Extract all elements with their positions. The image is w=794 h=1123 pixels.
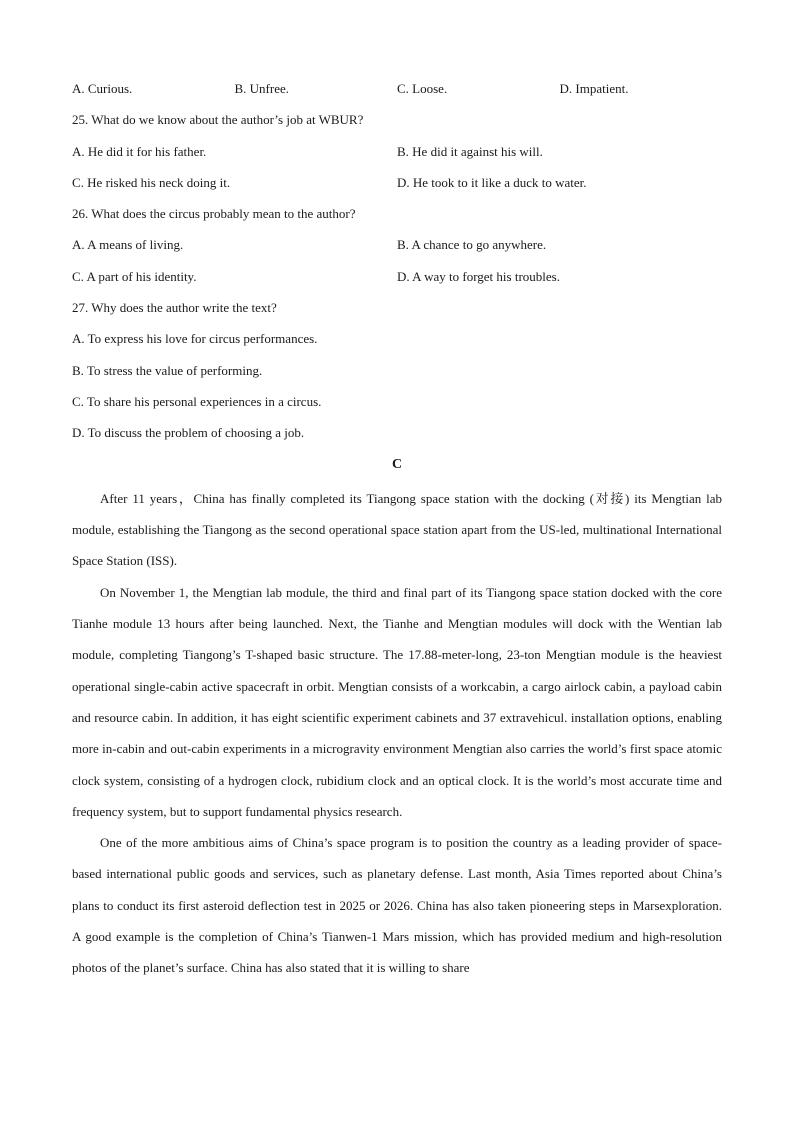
q25-option-d: D. He took to it like a duck to water.: [397, 174, 587, 190]
passage-paragraph-1: [72, 483, 722, 577]
q24-option-b: B. Unfree.: [234, 81, 290, 96]
q27-option-a: A. To express his love for circus performances.: [72, 331, 318, 347]
passage-paragraph-3: [72, 827, 722, 983]
q26-option-b: B. A chance to go anywhere.: [397, 237, 547, 253]
q26-options-row2: [72, 264, 722, 295]
q26-option-c: C. A part of his identity.: [72, 268, 197, 284]
q26-question: 26. What does the circus probably mean to the author?: [72, 206, 356, 222]
q25-option-b: B. He did it against his will.: [397, 143, 543, 159]
q26-option-a: A. A means of living.: [72, 237, 184, 253]
q24-option-d: D. Impatient.: [559, 81, 629, 96]
q25-option-c: C. He risked his neck doing it.: [72, 174, 231, 190]
passage-paragraph-2: [72, 577, 722, 827]
q27-question: 27. Why does the author write the text?: [72, 300, 277, 316]
q27-option-b: B. To stress the value of performing.: [72, 362, 263, 378]
q26-option-d: D. A way to forget his troubles.: [397, 268, 560, 284]
q27-option-d: D. To discuss the problem of choosing a job.: [72, 425, 305, 441]
q26-options-row1: [72, 232, 722, 263]
exam-page: [72, 76, 722, 984]
passage-paragraph-1-text: After 11 years，China has finally completed its Tiangong space station with the docking (对接) its Mengtian lab module, establishing the Tiangong as the second operational space station apart from the US-led, multinational International Space Station (ISS).: [72, 490, 722, 569]
passage-paragraph-3-text: One of the more ambitious aims of China’s space program is to position the country as a leading provider of space-based international public goods and services, such as planetary defense. Last month, Asia Times reported about China’s plans to conduct its first asteroid deflection test in 2025 or 2026. China has also taken pioneering steps in Marsexploration. A good example is the completion of China’s Tianwen-1 Mars mission, which has provided medium and high-resolution photos of the planet’s surface. China has also stated that it is willing to share: [72, 835, 722, 976]
q25-options-row1: [72, 139, 722, 170]
passage-paragraph-2-text: On November 1, the Mengtian lab module, the third and final part of its Tiangong space station docked with the core Tianhe module 13 hours after being launched. Next, the Tianhe and Mengtian modules will dock with the Wentian lab module, completing Tiangong’s T-shaped basic structure. The 17.88-meter-long, 23-ton Mengtian module is the heaviest operational single-cabin active spacecraft in orbit. Mengtian consists of a workcabin, a cargo airlock cabin, a payload cabin and resource cabin. In addition, it has eight scientific experiment cabinets and 37 extravehicul. installation options, enabling more in-cabin and out-cabin experiments in a microgravity environment Mengtian also carries the world’s first space atomic clock system, consisting of a hydrogen clock, rubidium clock and an optical clock. It is the world’s most accurate time and frequency system, but to support fundamental physics research.: [72, 584, 722, 819]
q24-options: [72, 76, 722, 107]
q24-option-a: A. Curious.: [72, 81, 133, 96]
section-heading: C: [391, 456, 403, 472]
q24-option-c: C. Loose.: [397, 81, 448, 96]
q25-option-a: A. He did it for his father.: [72, 143, 207, 159]
q25-options-row2: [72, 170, 722, 201]
q27-option-c: C. To share his personal experiences in a circus.: [72, 393, 322, 409]
q25-question: 25. What do we know about the author’s job at WBUR?: [72, 112, 364, 128]
